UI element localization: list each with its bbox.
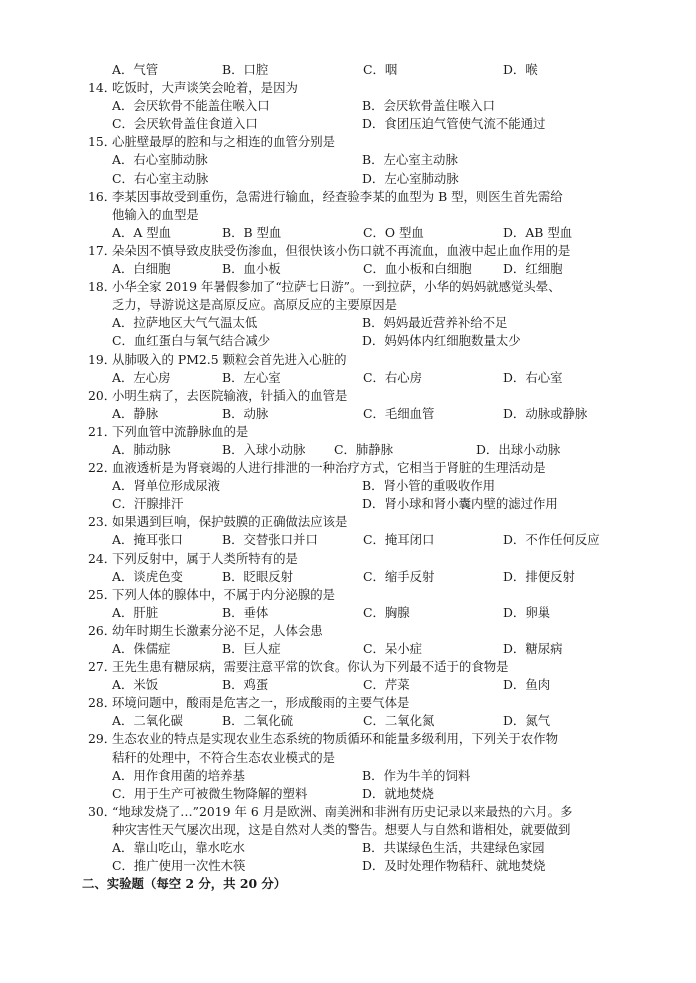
question-line bbox=[88, 242, 618, 260]
question-stem: 环境问题中，酸雨是危害之一，形成酸雨的主要气体是 bbox=[112, 695, 410, 711]
question-stem-continuation: 乏力，导游说这是高原反应。高原反应的主要原因是 bbox=[112, 297, 397, 313]
option-a: A．右心室肺动脉 bbox=[112, 152, 208, 168]
question-line bbox=[88, 821, 618, 839]
question-number: 24． bbox=[88, 550, 117, 566]
option-a: A．气管 bbox=[112, 62, 159, 77]
option-d: D．不作任何反应 bbox=[503, 532, 600, 548]
option-b: D．食团压迫气管使气流不能通过 bbox=[362, 116, 546, 132]
option-b: B．血小板 bbox=[222, 261, 281, 277]
option-a: A．左心房 bbox=[112, 369, 171, 385]
option-c: C．肺静脉 bbox=[334, 441, 394, 457]
question-number: 20． bbox=[88, 387, 117, 403]
option-c: C．血小板和白细胞 bbox=[363, 261, 472, 277]
question-stem: 李某因事故受到重伤，急需进行输血，经查验李某的血型为 B 型，则医生首先需给 bbox=[112, 188, 563, 204]
option-b: B．作为牛羊的饲料 bbox=[362, 767, 471, 783]
question-number: 14． bbox=[88, 80, 117, 96]
question-line bbox=[88, 712, 618, 730]
option-a: A．米饭 bbox=[112, 677, 159, 693]
question-line bbox=[88, 79, 618, 97]
question-line bbox=[88, 785, 618, 803]
option-a: C．会厌软骨盖住食道入口 bbox=[112, 116, 258, 132]
question-stem: “地球发烧了…”2019 年 6 月是欧洲、南美洲和非洲有历史记录以来最热的六月。多 bbox=[112, 803, 573, 819]
question-number: 17． bbox=[88, 242, 117, 258]
question-line bbox=[88, 640, 618, 658]
option-b: D．妈妈体内红细胞数量太少 bbox=[362, 333, 521, 349]
question-number: 19． bbox=[88, 351, 117, 367]
question-line bbox=[88, 676, 618, 694]
question-line bbox=[88, 803, 618, 821]
question-stem-continuation: 他输入的血型是 bbox=[112, 206, 199, 222]
question-line bbox=[88, 586, 618, 604]
question-line bbox=[88, 767, 618, 785]
option-d: D．喉 bbox=[503, 62, 538, 77]
option-a: C．推广使用一次性木筷 bbox=[112, 858, 246, 874]
option-d: D．红细胞 bbox=[503, 261, 563, 277]
question-stem: 心脏壁最厚的腔和与之相连的血管分别是 bbox=[112, 134, 336, 150]
question-line bbox=[88, 568, 618, 586]
option-a: A．掩耳张口 bbox=[112, 532, 183, 548]
question-line bbox=[88, 423, 618, 441]
option-c: C．二氧化氮 bbox=[363, 713, 435, 729]
option-c: C．毛细血管 bbox=[363, 405, 435, 421]
question-line bbox=[88, 115, 618, 133]
option-a: A．二氧化碳 bbox=[112, 713, 183, 729]
option-a: A．A 型血 bbox=[112, 224, 172, 240]
option-b: B．交替张口并口 bbox=[222, 532, 318, 548]
option-c: C．掩耳闭口 bbox=[363, 532, 435, 548]
question-stem: 小明生病了，去医院输液，针插入的血管是 bbox=[112, 387, 348, 403]
option-c: C．芹菜 bbox=[363, 677, 410, 693]
question-number: 29． bbox=[88, 731, 117, 747]
option-d: D．AB 型血 bbox=[503, 224, 573, 240]
question-number: 18． bbox=[88, 279, 117, 295]
option-c: C．右心房 bbox=[363, 369, 423, 385]
option-b: B．垂体 bbox=[222, 604, 269, 620]
question-stem: 如果遇到巨响，保护鼓膜的正确做法应该是 bbox=[112, 514, 348, 530]
section-heading-line bbox=[82, 875, 618, 893]
option-a: A．白细胞 bbox=[112, 261, 171, 277]
option-d: D．氮气 bbox=[503, 713, 551, 729]
question-line bbox=[88, 296, 618, 314]
question-line bbox=[88, 387, 618, 405]
option-b: D．左心室肺动脉 bbox=[362, 170, 459, 186]
question-stem: 小华全家 2019 年暑假参加了“拉萨七日游”。一到拉萨，小华的妈妈就感觉头晕、 bbox=[112, 279, 561, 295]
option-d: D．鱼肉 bbox=[503, 677, 551, 693]
question-number: 26． bbox=[88, 622, 117, 638]
option-a: C．汗腺排汗 bbox=[112, 496, 184, 512]
question-line bbox=[88, 495, 618, 513]
question-line bbox=[88, 170, 618, 188]
option-d: D．排便反射 bbox=[503, 568, 575, 584]
option-b: B．鸡蛋 bbox=[222, 677, 269, 693]
question-stem: 生态农业的特点是实现农业生态系统的物质循环和能量多级利用，下列关于农作物 bbox=[112, 731, 559, 747]
question-line bbox=[88, 369, 618, 387]
option-b: D．及时处理作物秸秆、就地焚烧 bbox=[362, 858, 546, 874]
question-stem: 血液透析是为肾衰竭的人进行排泄的一种治疗方式，它相当于肾脏的生理活动是 bbox=[112, 460, 546, 476]
option-b: B．左心室 bbox=[222, 369, 281, 385]
option-a: A．会厌软骨不能盖住喉入口 bbox=[112, 98, 270, 114]
question-line bbox=[88, 278, 618, 296]
question-line bbox=[88, 260, 618, 278]
question-line bbox=[88, 839, 618, 857]
question-line bbox=[88, 730, 618, 748]
option-b: B．口腔 bbox=[222, 62, 269, 77]
option-a: A．侏儒症 bbox=[112, 641, 171, 656]
question-line bbox=[88, 622, 618, 640]
question-line bbox=[88, 513, 618, 531]
question-line bbox=[88, 188, 618, 206]
question-stem-continuation: 种灾害性天气屡次出现，这是自然对人类的警告。想要人与自然和谐相处，就要做到 bbox=[112, 821, 571, 837]
question-line bbox=[88, 351, 618, 369]
question-line bbox=[88, 658, 618, 676]
question-stem: 下列反射中，属于人类所特有的是 bbox=[112, 550, 298, 566]
question-stem: 吃饭时，大声谈笑会呛着，是因为 bbox=[112, 80, 298, 96]
question-line bbox=[88, 97, 618, 115]
question-line bbox=[88, 694, 618, 712]
option-c: C．呆小症 bbox=[363, 641, 423, 656]
question-line bbox=[88, 151, 618, 169]
option-c: C．O 型血 bbox=[363, 224, 424, 240]
question-stem: 朵朵因不慎导致皮肤受伤渗血，但很快该小伤口就不再流血，血液中起止血作用的是 bbox=[112, 242, 571, 258]
question-number: 28． bbox=[88, 695, 117, 711]
option-b: B．巨人症 bbox=[222, 641, 281, 656]
question-line bbox=[88, 314, 618, 332]
option-a: A．拉萨地区大气气温太低 bbox=[112, 315, 258, 331]
option-b: B．左心室主动脉 bbox=[362, 152, 458, 168]
question-line bbox=[88, 61, 618, 79]
exam-questions bbox=[82, 61, 618, 893]
question-stem: 下列血管中流静脉血的是 bbox=[112, 423, 249, 439]
question-stem-continuation: 秸秆的处理中，不符合生态农业模式的是 bbox=[112, 749, 336, 765]
option-b: B．B 型血 bbox=[222, 224, 282, 240]
question-stem: 从肺吸入的 PM2.5 颗粒会首先进入心脏的 bbox=[112, 351, 347, 367]
option-d: D．右心室 bbox=[503, 369, 563, 385]
question-line bbox=[88, 224, 618, 242]
question-line bbox=[88, 405, 618, 423]
option-b: B．眨眼反射 bbox=[222, 568, 294, 584]
question-line bbox=[88, 604, 618, 622]
question-line bbox=[88, 332, 618, 350]
option-a: A．肝脏 bbox=[112, 604, 159, 620]
question-line bbox=[88, 459, 618, 477]
question-line bbox=[88, 857, 618, 875]
option-a: C．用于生产可被微生物降解的塑料 bbox=[112, 785, 308, 801]
question-line bbox=[88, 531, 618, 549]
option-b: B．会厌软骨盖住喉入口 bbox=[362, 98, 496, 114]
option-b: B．共谋绿色生活，共建绿色家园 bbox=[362, 840, 545, 856]
question-number: 16． bbox=[88, 188, 117, 204]
question-number: 22． bbox=[88, 460, 117, 476]
question-line bbox=[88, 749, 618, 767]
option-b: D．肾小球和肾小囊内壁的滤过作用 bbox=[362, 496, 558, 512]
option-b: B．动脉 bbox=[222, 405, 269, 421]
option-a: A．用作食用菌的培养基 bbox=[112, 767, 245, 783]
question-line bbox=[88, 133, 618, 151]
question-number: 27． bbox=[88, 659, 117, 675]
option-c: C．咽 bbox=[363, 62, 398, 77]
question-stem: 王先生患有糖尿病，需要注意平常的饮食。你认为下列最不适于的食物是 bbox=[112, 659, 509, 675]
question-line bbox=[88, 477, 618, 495]
question-number: 25． bbox=[88, 586, 117, 602]
option-b: B．肾小管的重吸收作用 bbox=[362, 478, 496, 494]
option-a: C．右心室主动脉 bbox=[112, 170, 209, 186]
question-number: 15． bbox=[88, 134, 117, 150]
question-line bbox=[88, 550, 618, 568]
option-d: D．动脉或静脉 bbox=[503, 405, 588, 421]
question-number: 23． bbox=[88, 514, 117, 530]
section-title: 二、实验题（每空 2 分，共 20 分） bbox=[82, 876, 287, 892]
question-stem: 幼年时期生长激素分泌不足，人体会患 bbox=[112, 622, 323, 638]
option-b: D．就地焚烧 bbox=[362, 785, 434, 801]
option-a: A．静脉 bbox=[112, 405, 159, 421]
option-d: D．糖尿病 bbox=[503, 641, 563, 656]
option-b: B．二氧化硫 bbox=[222, 713, 294, 729]
option-c: C．胸腺 bbox=[363, 604, 410, 620]
question-number: 30． bbox=[88, 803, 117, 819]
option-a: A．肾单位形成尿液 bbox=[112, 478, 221, 494]
option-a: A．靠山吃山，靠水吃水 bbox=[112, 840, 245, 856]
option-a: A．肺动脉 bbox=[112, 441, 171, 457]
option-b: B．入球小动脉 bbox=[222, 441, 306, 457]
option-c: C．缩手反射 bbox=[363, 568, 435, 584]
option-d: D．出球小动脉 bbox=[476, 441, 561, 457]
option-d: D．卵巢 bbox=[503, 604, 551, 620]
question-number: 21． bbox=[88, 423, 117, 439]
question-line bbox=[88, 206, 618, 224]
option-a: C．血红蛋白与氧气结合减少 bbox=[112, 333, 271, 349]
question-line bbox=[88, 441, 618, 459]
option-b: B．妈妈最近营养补给不足 bbox=[362, 315, 508, 331]
option-a: A．谈虎色变 bbox=[112, 568, 183, 584]
question-stem: 下列人体的腺体中，不属于内分泌腺的是 bbox=[112, 586, 336, 602]
